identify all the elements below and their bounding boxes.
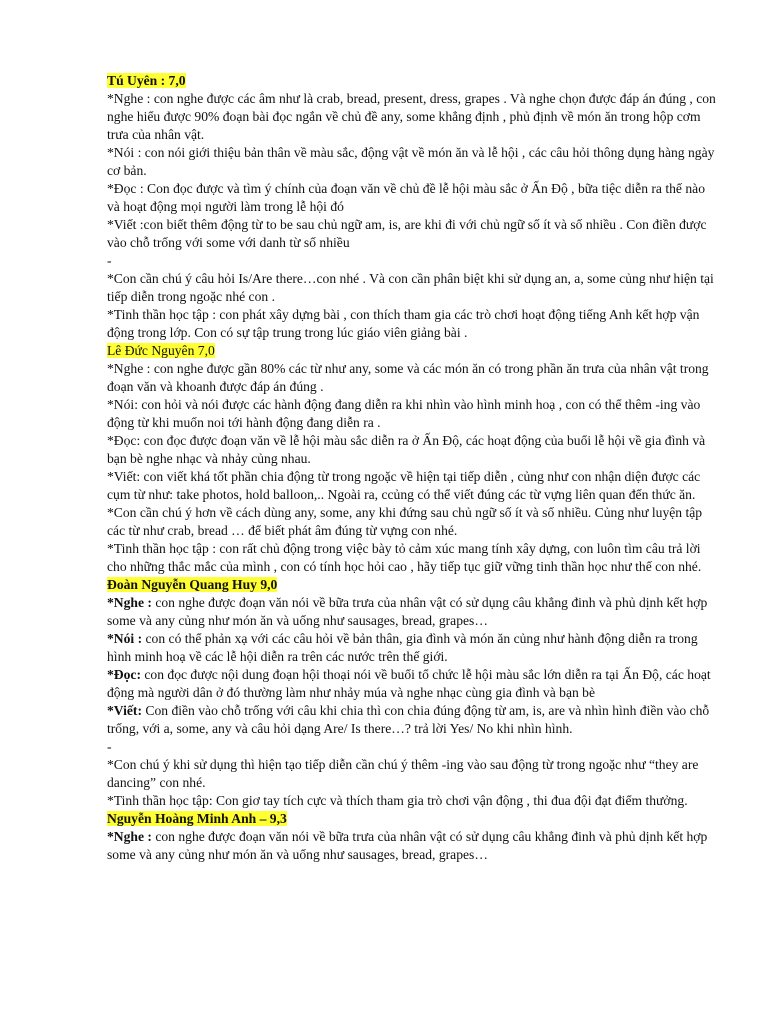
- comment-text: con đọc được nội dung đoạn hội thoại nói về buổi tổ chức lễ hội màu sắc lớn diễn ra tại Ấn Độ, các hoạt động mà người dân ở đó thường làm như nhảy múa và nghe nhạc cùng gia đình và bạn bè: [107, 667, 711, 700]
- skill-label: *Nghe :: [107, 829, 152, 844]
- comment-text: *Con chú ý khi sử dụng thì hiện tạo tiếp diễn cần chú ý thêm -ing vào sau động từ trong ngoặc như “they are dancing” con nhé.: [107, 757, 699, 790]
- skill-label: *Viết:: [107, 703, 142, 718]
- comment-paragraph: [107, 252, 719, 270]
- student-heading: [107, 342, 719, 360]
- comment-text: *Nói: con hỏi và nói được các hành động đang diễn ra khi nhìn vào hình minh hoạ , con có thể thêm -ing vào động từ khi muốn noi tới hành động đang diễn ra .: [107, 397, 701, 430]
- comment-text: *Tinh thần học tập : con rất chủ động trong việc bày tỏ cảm xúc mang tính xây dựng, con luôn tìm câu trả lời cho những thắc mắc của mình , con có tính học hỏi cao , hãy tiếp tục giữ vững tinh thần học như thế con nhé.: [107, 541, 702, 574]
- comment-text: con có thể phản xạ với các câu hỏi về bản thân, gia đình và món ăn củng như hành động diễn ra trong hình minh hoạ về các lễ hội diễn ra trên các nước trên thế giới.: [107, 631, 698, 664]
- comment-text: *Nói : con nói giới thiệu bản thân về màu sắc, động vật về món ăn và lễ hội , các câu hỏi thông dụng hàng ngày cơ bản.: [107, 145, 715, 178]
- comment-text: *Nghe : con nghe được gần 80% các từ như any, some và các món ăn có trong phần ăn trưa của nhân vật trong đoạn văn và khoanh được đáp án đúng .: [107, 361, 709, 394]
- document-body: [107, 72, 719, 864]
- comment-text: -: [107, 253, 112, 268]
- comment-paragraph: [107, 396, 719, 432]
- student-section: [107, 342, 719, 576]
- comment-paragraph: [107, 306, 719, 342]
- comment-text: *Viết :con biết thêm động từ to be sau chủ ngữ am, is, are khi đi với chủ ngữ số ít và số nhiều . Con điền được vào chỗ trống với some với danh từ số nhiều: [107, 217, 707, 250]
- comment-text: con nghe được đoạn văn nói về bữa trưa của nhân vật có sử dụng câu khẳng đinh và phủ dịnh kết hợp some và any củng như món ăn và uống như sausages, bread, grapes…: [107, 829, 708, 862]
- skill-label: *Đọc:: [107, 667, 141, 682]
- comment-text: *Con cần chú ý câu hỏi Is/Are there…con nhé . Và con cần phân biệt khi sử dụng an, a, some củng như hiện tại tiếp diễn trong ngoặc nhé con .: [107, 271, 714, 304]
- student-section: [107, 576, 719, 810]
- student-section: [107, 72, 719, 342]
- comment-paragraph: [107, 360, 719, 396]
- comment-paragraph: [107, 216, 719, 252]
- comment-paragraph: [107, 468, 719, 504]
- comment-paragraph: [107, 702, 719, 738]
- student-section: [107, 810, 719, 864]
- comment-text: *Con cần chú ý hơn về cách dùng any, some, any khi đứng sau chủ ngữ số ít và số nhiều. Củng như luyện tập các từ như crab, bread … để biết phát âm đúng từ vựng con nhé.: [107, 505, 703, 538]
- student-name-score: Đoàn Nguyễn Quang Huy 9,0: [107, 577, 278, 592]
- comment-paragraph: [107, 180, 719, 216]
- skill-label: *Nói :: [107, 631, 143, 646]
- comment-text: *Nghe : con nghe được các âm như là crab, bread, present, dress, grapes . Và nghe chọn được đáp án đúng , con nghe hiểu được 90% đoạn bài đọc ngắn về chủ đề any, some khẳng định , phủ định về món ăn trong hộp cơm trưa của nhân vật.: [107, 91, 716, 142]
- comment-text: *Tinh thần học tập: Con giơ tay tích cực và thích tham gia trò chơi vận động , thi đua đội đạt điểm thưởng.: [107, 793, 688, 808]
- comment-text: con nghe được đoạn văn nói về bữa trưa của nhân vật có sử dụng câu khẳng đinh và phủ dịnh kết hợp some và any củng như món ăn và uống như sausages, bread, grapes…: [107, 595, 708, 628]
- comment-paragraph: [107, 828, 719, 864]
- student-heading: [107, 810, 719, 828]
- student-heading: [107, 72, 719, 90]
- comment-paragraph: [107, 630, 719, 666]
- comment-paragraph: [107, 756, 719, 792]
- student-name-score: Tú Uyên : 7,0: [107, 73, 186, 88]
- comment-paragraph: [107, 144, 719, 180]
- comment-paragraph: [107, 270, 719, 306]
- comment-text: Con điền vào chỗ trống với câu khi chia thì con chia đúng động từ am, is, are và nhìn hình điền vào chỗ trống, với a, some, any và câu hỏi dạng Are/ Is there…? trả lời Yes/ No khi nhìn hình.: [107, 703, 710, 736]
- comment-paragraph: [107, 738, 719, 756]
- student-heading: [107, 576, 719, 594]
- comment-text: *Viết: con viết khá tốt phần chia động từ trong ngoặc về hiện tại tiếp diễn , củng như con nhận diện được các cụm từ như: take photos, hold balloon,.. Ngoài ra, ccủng có thể viết đúng các từ vựng liên quan đến thức ăn.: [107, 469, 701, 502]
- comment-paragraph: [107, 432, 719, 468]
- comment-text: *Đọc : Con đọc được và tìm ý chính của đoạn văn về chủ đề lễ hội màu sắc ở Ấn Độ , bữa tiệc diễn ra thế nào và hoạt động mọi người làm trong lễ hội đó: [107, 181, 705, 214]
- comment-paragraph: [107, 90, 719, 144]
- comment-paragraph: [107, 540, 719, 576]
- comment-paragraph: [107, 792, 719, 810]
- student-name-score: Lê Đức Nguyên 7,0: [107, 343, 215, 358]
- comment-paragraph: [107, 504, 719, 540]
- skill-label: *Nghe :: [107, 595, 152, 610]
- comment-text: -: [107, 739, 112, 754]
- comment-text: *Đọc: con đọc được đoạn văn về lễ hội màu sắc diễn ra ở Ấn Độ, các hoạt động của buổi lễ hội về gia đình và bạn bè nghe nhạc và nhảy củng nhau.: [107, 433, 706, 466]
- student-name-score: Nguyễn Hoàng Minh Anh – 9,3: [107, 811, 287, 826]
- comment-paragraph: [107, 666, 719, 702]
- comment-text: *Tinh thần học tập : con phát xây dựng bài , con thích tham gia các trò chơi hoạt động tiếng Anh kết hợp vận động trong lớp. Con có sự tập trung trong lúc giáo viên giảng bài .: [107, 307, 700, 340]
- comment-paragraph: [107, 594, 719, 630]
